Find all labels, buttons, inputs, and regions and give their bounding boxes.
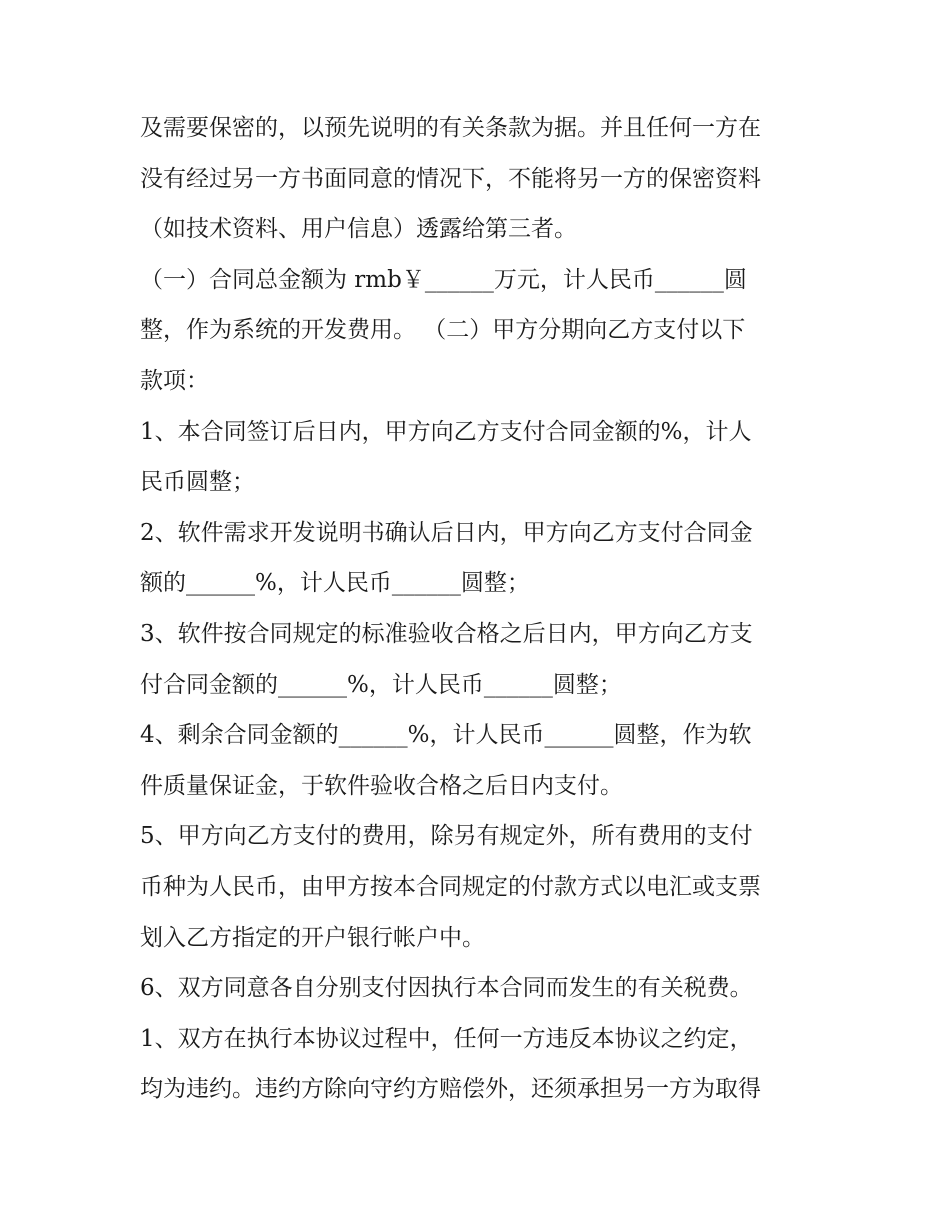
text-line: 1、本合同签订后日内，甲方向乙方支付合同金额的%，计人 <box>140 418 752 445</box>
text-line: 付合同金额的______%，计人民币______圆整； <box>140 671 622 698</box>
text-line: 币种为人民币，由甲方按本合同规定的付款方式以电汇或支票 <box>140 873 761 900</box>
text-line: 款项： <box>140 367 209 394</box>
text-line: 3、软件按合同规定的标准验收合格之后日内，甲方向乙方支 <box>140 620 753 647</box>
text-line: （如技术资料、用户信息）透露给第三者。 <box>140 216 577 243</box>
text-line: 划入乙方指定的开户银行帐户中。 <box>140 924 485 951</box>
text-line: 没有经过另一方书面同意的情况下，不能将另一方的保密资料 <box>140 165 761 192</box>
text-line: 4、剩余合同金额的______%，计人民币______圆整，作为软 <box>140 722 752 749</box>
text-line: （一）合同总金额为 rmb￥______万元，计人民币______圆 <box>140 266 747 293</box>
text-line: 2、软件需求开发说明书确认后日内，甲方向乙方支付合同金 <box>140 519 753 546</box>
document-body <box>140 103 830 1115</box>
text-line: 整，作为系统的开发费用。 （二）甲方分期向乙方支付以下 <box>140 317 746 344</box>
text-line: 1、双方在执行本协议过程中，任何一方违反本协议之约定， <box>140 1025 753 1052</box>
text-line: 6、双方同意各自分别支付因执行本合同而发生的有关税费。 <box>140 975 753 1002</box>
text-line: 5、甲方向乙方支付的费用，除另有规定外，所有费用的支付 <box>140 823 753 850</box>
text-line: 额的______%，计人民币______圆整； <box>140 570 530 597</box>
text-line: 及需要保密的，以预先说明的有关条款为据。并且任何一方在 <box>140 115 761 141</box>
text-line: 民币圆整； <box>140 469 255 496</box>
text-line: 件质量保证金，于软件验收合格之后日内支付。 <box>140 772 623 799</box>
text-line: 均为违约。违约方除向守约方赔偿外，还须承担另一方为取得 <box>140 1076 761 1103</box>
